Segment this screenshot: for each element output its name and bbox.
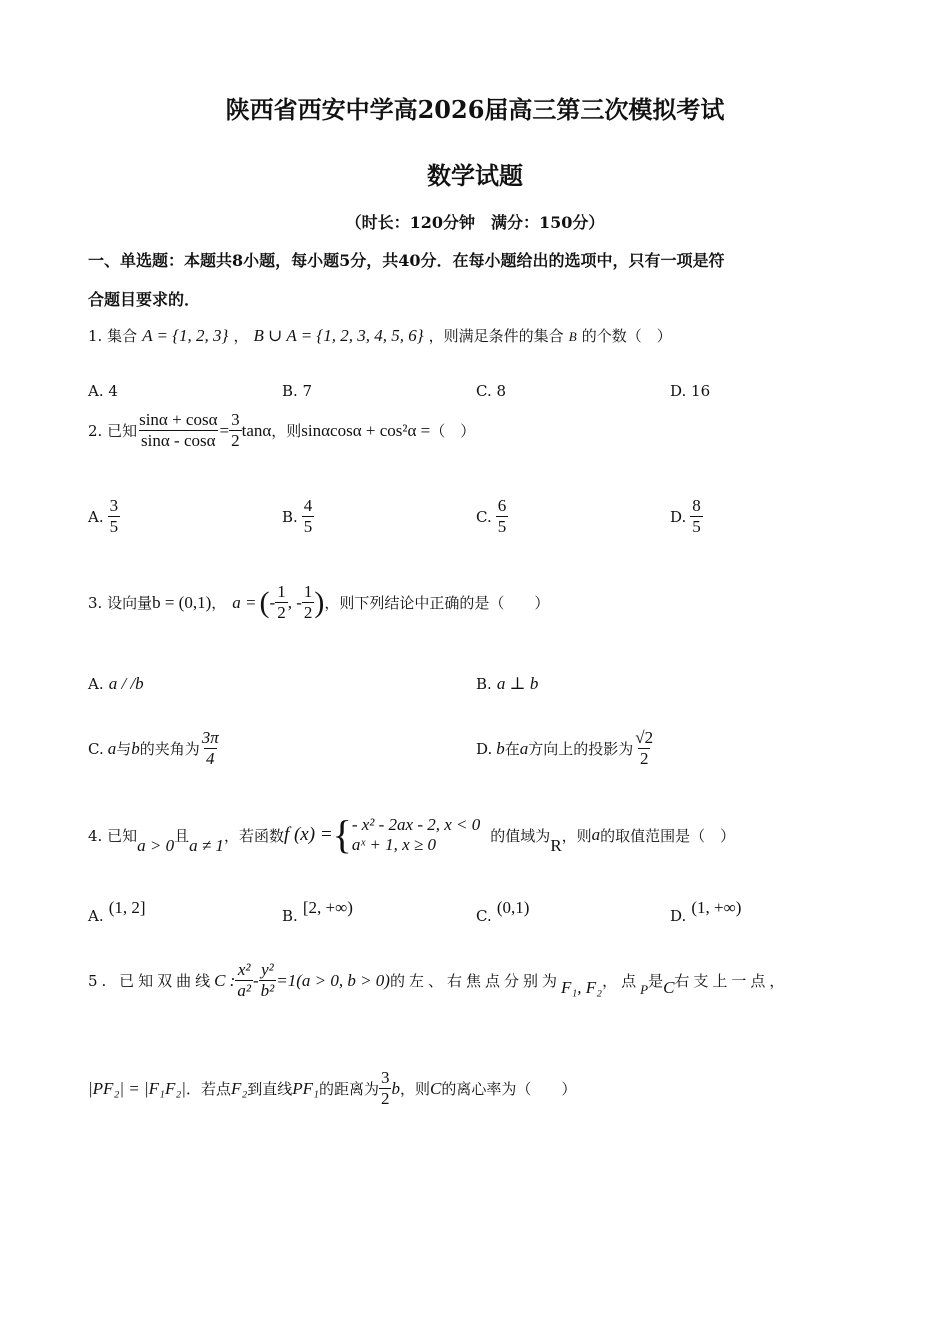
- q4-cond1: a > 0: [137, 836, 175, 855]
- q5-line2-t1: ．若点: [185, 1080, 231, 1098]
- q5-line2-pf1: PF₁: [292, 1078, 319, 1098]
- q4-opt-a-label: A.: [88, 907, 104, 925]
- q5-line2-f2: F₂: [230, 1078, 248, 1098]
- q3-vec-b: b = (0,1): [152, 592, 212, 612]
- q5-line2-t3: 的距离为: [318, 1080, 379, 1098]
- q5-eq: =1(a > 0, b > 0): [276, 970, 390, 990]
- q5-line2-expr: |PF₂| = |F₁F₂|: [88, 1078, 186, 1098]
- q5-prefix: 5. 已知双曲线: [88, 972, 215, 990]
- q1-option-d: D. 16: [670, 382, 711, 400]
- section-heading-line2: 合题目要求的．: [88, 290, 201, 309]
- q1-comma: ，: [233, 327, 249, 345]
- q5-text2: ，点: [602, 972, 641, 990]
- q3-opt-a-expr: a / /b: [108, 674, 144, 693]
- q2-frac-num: sinα + cosα: [139, 410, 218, 429]
- q3-opt-d-label: D.: [476, 739, 493, 758]
- q3-opt-c-t1: a: [107, 738, 117, 758]
- q3-comma: ，: [211, 594, 227, 612]
- q1-var-b: B: [568, 329, 577, 344]
- q2-opt-a-label: A.: [88, 507, 104, 526]
- q3-option-d: [476, 728, 655, 769]
- q5-text4: 右支上一点，: [674, 972, 789, 990]
- q2-opt-c-frac: [496, 496, 509, 537]
- q4-cond2: a ≠ 1: [189, 836, 224, 855]
- q5-y-num: y²: [261, 960, 274, 979]
- q3-opt-c-t2: 与: [116, 740, 132, 758]
- q5-y-den: b²: [260, 981, 275, 1000]
- q2-option-c: [476, 496, 508, 537]
- q1-option-b: B. 7: [282, 382, 313, 400]
- exam-info: （时长：120分钟 满分：150分）: [345, 213, 605, 232]
- q4-case1: - x² - 2ax - 2, x < 0: [351, 815, 481, 834]
- q4-tail-var: a: [591, 825, 601, 844]
- q5-dist-var: b: [391, 1078, 400, 1098]
- q3-opt-d-t1: b: [496, 738, 505, 758]
- q3-opt-a-label: A.: [88, 675, 104, 693]
- q5-line2-c: C: [429, 1078, 442, 1098]
- q3-option-a: [88, 674, 144, 694]
- q2-opt-b-den: 5: [303, 517, 313, 536]
- q3-opt-c-frac: [200, 728, 221, 769]
- question-4: [88, 814, 735, 856]
- q3-opt-d-frac: [633, 728, 655, 769]
- q3-opt-d-num: √2: [635, 728, 654, 747]
- q2-opt-d-den: 5: [692, 517, 701, 536]
- q5-dist-num: 3: [380, 1068, 390, 1087]
- q2-fraction: [137, 410, 219, 451]
- q3-vec-a-y-den: 2: [303, 603, 313, 622]
- q2-option-a: [88, 496, 120, 537]
- q4-opt-d-label: D.: [670, 907, 687, 925]
- q4-opt-d-value: (1, +∞): [691, 898, 742, 917]
- q3-opt-c-t3: b: [131, 738, 140, 758]
- q1-option-a: A. 4: [88, 382, 118, 400]
- exam-title: 陕西省西安中学高2026届高三第三次模拟考试: [225, 95, 725, 124]
- q4-tail-pre: ，则: [561, 826, 592, 845]
- subject-title: 数学试题: [427, 161, 523, 190]
- q2-mid: ，则: [271, 422, 302, 440]
- question-1: [88, 325, 672, 346]
- q4-prefix: 4. 已知: [88, 826, 138, 845]
- q2-coef: [229, 410, 242, 451]
- q2-opt-c-label: C.: [476, 507, 492, 526]
- q5-text1: 的左、右焦点分别为: [389, 972, 561, 990]
- q5-x-den: a²: [237, 981, 251, 1000]
- q4-func: f (x) =: [283, 824, 333, 845]
- question-5: [88, 960, 868, 1001]
- q5-curve2: C: [663, 977, 675, 997]
- q5-line2-t2: 到直线: [247, 1080, 293, 1098]
- q2-prefix: 2. 已知: [88, 422, 138, 440]
- q2-eq: =: [219, 420, 230, 440]
- q2-opt-c-den: 5: [497, 517, 507, 536]
- q4-cases: [352, 815, 480, 855]
- q3-opt-c-den: 4: [206, 749, 215, 768]
- q5-dist-den: 2: [380, 1089, 390, 1108]
- q4-range-set: R: [550, 836, 562, 855]
- question-5-line2: [88, 1068, 576, 1109]
- q2-opt-b-frac: [302, 496, 315, 537]
- q2-expr: sinαcosα + cos²α =: [301, 420, 431, 440]
- q5-y-frac: [259, 960, 277, 1001]
- q4-opt-b-value: [2, +∞): [302, 898, 353, 917]
- q2-option-d: [670, 496, 703, 537]
- q2-opt-a-frac: [108, 496, 121, 537]
- q1-suffix: ，则满足条件的集合: [428, 327, 564, 345]
- q3-opt-b-expr: a ⊥ b: [496, 674, 539, 693]
- question-3: 3. 设向量 b = (0,1) ， a = ( - $\frac{1}{2}$ , - $\frac{1}{2}$ ) ，则下列结论中正确的是（ ）: [88, 582, 550, 622]
- q3-prefix: 3. 设向量: [88, 594, 153, 612]
- q5-line2-t5: 的离心率为（ ）: [441, 1080, 577, 1098]
- q3-opt-d-t4: 方向上的投影为: [528, 740, 634, 758]
- q5-line2-t4: ，则: [399, 1080, 430, 1098]
- q2-option-b: [282, 496, 314, 537]
- q2-coef-den: 2: [231, 431, 240, 450]
- q5-curve: C :: [214, 970, 236, 990]
- q3-vec-a-x-num: 1: [277, 582, 286, 601]
- q3-vec-a-y: [302, 582, 315, 623]
- q1-union: B ∪ A = {1, 2, 3, 4, 5, 6}: [253, 326, 424, 345]
- q4-brace: {: [332, 812, 352, 857]
- q2-tan: tanα: [241, 420, 272, 440]
- q3-opt-c-t4: 的夹角为: [139, 740, 200, 758]
- q3-vec-a: a =: [232, 592, 257, 612]
- question-2: [88, 410, 475, 451]
- q1-set-a: A = {1, 2, 3}: [142, 326, 229, 345]
- q5-foci: F₁, F₂: [561, 977, 603, 997]
- q3-opt-d-den: 2: [639, 749, 649, 768]
- q5-x-frac: [235, 960, 253, 1001]
- q4-tail: 的取值范围是（ ）: [600, 826, 736, 845]
- q2-tail: （ ）: [430, 422, 476, 440]
- q4-and: 且: [174, 826, 190, 845]
- q5-x-num: x²: [237, 960, 251, 979]
- q1-tail: 的个数（ ）: [581, 327, 672, 345]
- q4-option-d: [670, 898, 741, 925]
- q3-option-c: [88, 728, 221, 769]
- q3-opt-d-t2: 在: [504, 740, 520, 758]
- q3-opt-d-t3: a: [519, 738, 529, 758]
- q3-tail: ，则下列结论中正确的是（ ）: [324, 594, 550, 612]
- q2-opt-d-label: D.: [670, 507, 687, 526]
- q2-opt-b-label: B.: [282, 507, 298, 526]
- q4-opt-a-value: (1, 2]: [108, 898, 146, 917]
- q5-text3: 是: [648, 972, 664, 990]
- q1-prefix: 1. 集合: [88, 327, 138, 345]
- q4-opt-c-label: C.: [476, 907, 492, 925]
- q3-paren-left: (: [259, 585, 270, 619]
- q4-mid: ，若函数: [223, 826, 284, 845]
- q3-opt-c-num: 3π: [201, 728, 219, 747]
- q4-option-c: [476, 898, 529, 925]
- q3-vec-a-y-num: 1: [303, 582, 313, 601]
- q4-opt-c-value: (0,1): [496, 898, 530, 917]
- q2-opt-b-num: 4: [303, 496, 313, 515]
- q2-opt-a-num: 3: [109, 496, 119, 515]
- q1-option-c: C. 8: [476, 382, 507, 400]
- q3-opt-c-label: C.: [88, 739, 104, 758]
- q2-opt-d-frac: [690, 496, 703, 537]
- q4-opt-b-label: B.: [282, 907, 298, 925]
- section-heading-line1: 一、单选题：本题共8小题，每小题5分，共40分．在每小题给出的选项中，只有一项是符: [88, 251, 725, 270]
- q2-opt-c-num: 6: [497, 496, 507, 515]
- q5-minus: -: [252, 970, 259, 990]
- q3-paren-right: ): [314, 585, 325, 619]
- q5-dist-frac: [379, 1068, 392, 1109]
- q2-coef-num: 3: [231, 410, 240, 429]
- q4-range-text: 的值域为: [490, 826, 551, 845]
- q4-case2: aˣ + 1, x ≥ 0: [351, 835, 436, 854]
- q2-opt-d-num: 8: [692, 496, 701, 515]
- q3-opt-b-label: B.: [476, 675, 492, 693]
- q2-frac-den: sinα - cosα: [141, 431, 216, 450]
- q3-vec-a-x: [275, 582, 288, 623]
- q3-vec-a-x-den: 2: [277, 603, 286, 622]
- q3-option-b: [476, 674, 538, 694]
- q4-option-a: [88, 898, 146, 925]
- q4-option-b: [282, 898, 353, 925]
- q5-point: P: [640, 981, 649, 997]
- q2-opt-a-den: 5: [109, 517, 119, 536]
